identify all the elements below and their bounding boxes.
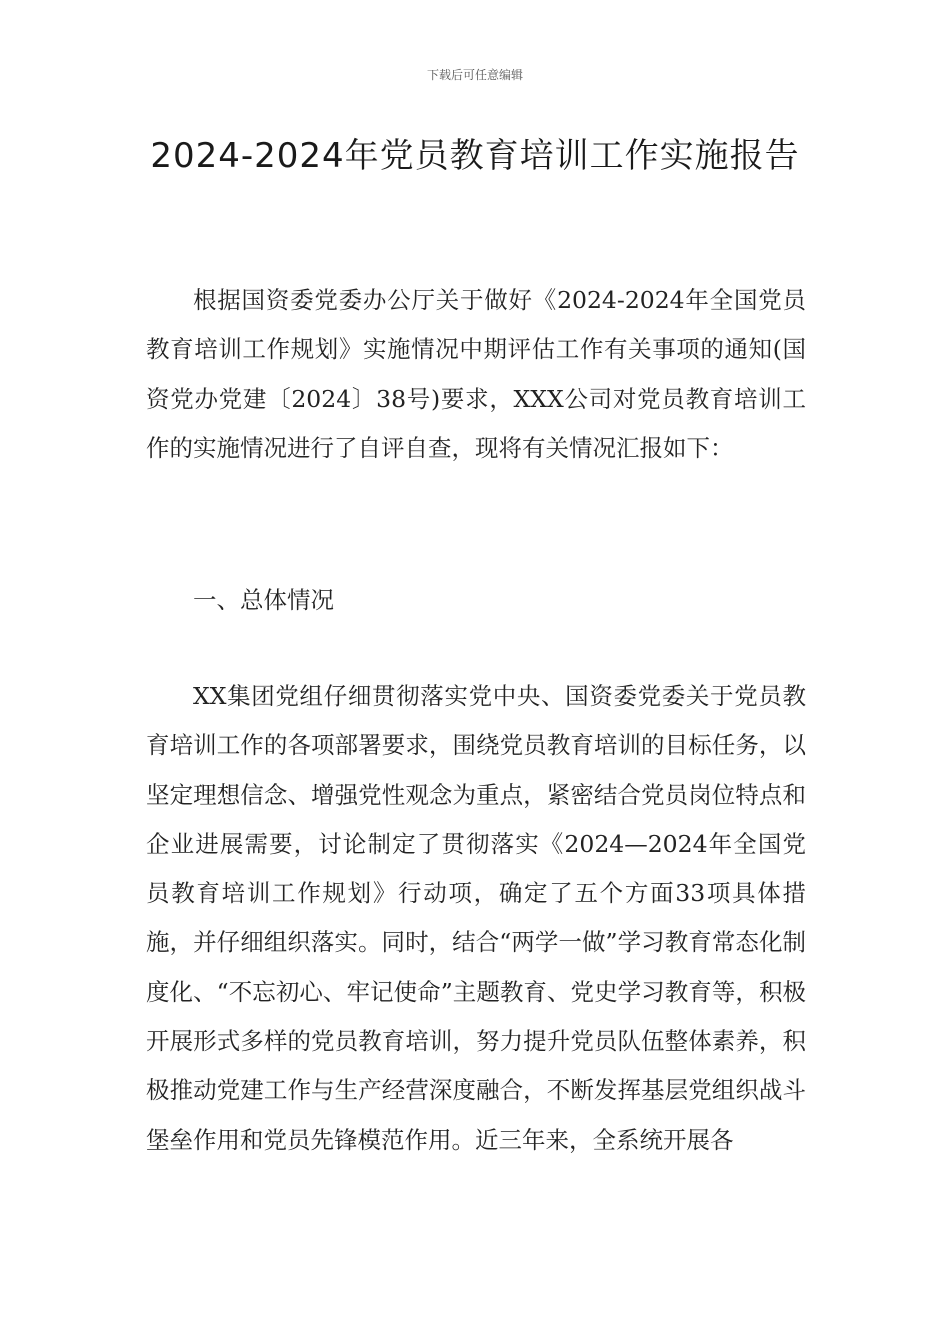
header-note: 下载后可任意编辑 <box>426 68 523 82</box>
section-paragraph: XX集团党组仔细贯彻落实党中央、国资委党委关于党员教育培训工作的各项部署要求，围绕党员教育培训的目标任务，以坚定理想信念、增强党性观念为重点，紧密结合党员岗位特点和企业进展需要，讨论制定了贯彻落实《2024—2024年全国党员教育培训工作规划》行动项，确定了五个方面33项具体措施，并仔细组织落实。同时，结合“两学一做”学习教育常态化制度化、“不忘初心、牢记使命”主题教育、党史学习教育等，积极开展形式多样的党员教育培训，努力提升党员队伍整体素养，积极推动党建工作与生产经营深度融合，不断发挥基层党组织战斗堡垒作用和党员先锋模范作用。近三年来，全系统开展各 <box>146 682 806 1154</box>
section-heading: 一、总体情况 <box>193 586 334 614</box>
document-title: 2024-2024年党员教育培训工作实施报告 <box>150 136 800 176</box>
intro-paragraph: 根据国资委党委办公厅关于做好《2024-2024年全国党员教育培训工作规划》实施情况中期评估工作有关事项的通知(国资党办党建〔2024〕38号)要求，XXX公司对党员教育培训工作的实施情况进行了自评自查，现将有关情况汇报如下： <box>146 286 806 462</box>
